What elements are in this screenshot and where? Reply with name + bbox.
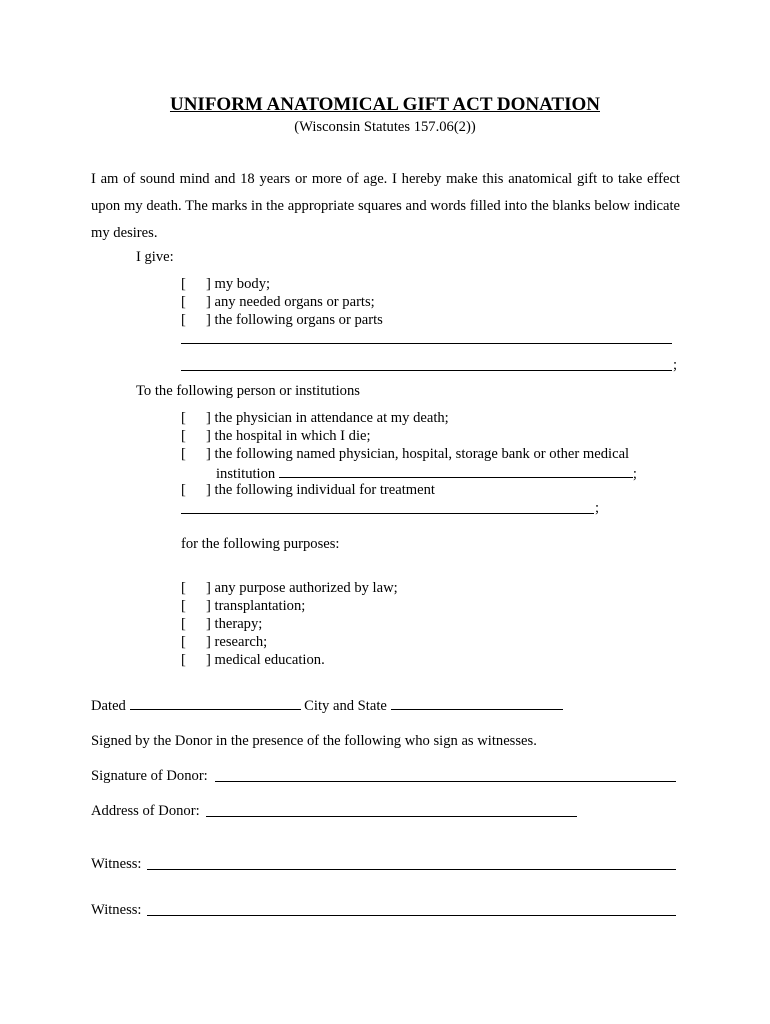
institution-line [216, 464, 637, 483]
intro-paragraph: I am of sound mind and 18 years or more of age. I hereby make this anatomical gift to take effect upon my death. The marks in the appropriate squares and words filled into the blanks below indicate my desires. [91, 171, 680, 241]
dated-label: Dated [91, 698, 126, 714]
witness-blank-1[interactable] [147, 869, 676, 870]
purposes-label: for the following purposes: [181, 536, 340, 552]
checkbox-bracket: [ [181, 580, 186, 596]
purpose-option-label: ] therapy; [206, 616, 263, 632]
recipient-option-physician[interactable] [181, 410, 449, 427]
checkbox-bracket: [ [181, 312, 186, 328]
witness-label: Witness: [91, 902, 142, 918]
semicolon: ; [673, 357, 678, 373]
gift-option-label: ] my body; [206, 276, 271, 292]
gift-option-label: ] any needed organs or parts; [206, 294, 375, 310]
purpose-option-education[interactable] [181, 652, 325, 669]
purpose-option-transplantation[interactable] [181, 598, 305, 615]
recipient-option-hospital[interactable] [181, 428, 371, 445]
witness-line-2 [91, 902, 142, 919]
purpose-option-therapy[interactable] [181, 616, 262, 633]
address-blank[interactable] [206, 816, 577, 817]
purpose-option-label: ] any purpose authorized by law; [206, 580, 398, 596]
purpose-option-label: ] transplantation; [206, 598, 306, 614]
recipient-option-label: ] the following individual for treatment [206, 482, 435, 498]
recipient-option-individual[interactable] [181, 482, 435, 499]
dated-line [91, 696, 563, 715]
city-state-label: City and State [304, 698, 387, 714]
gift-option-following[interactable] [181, 312, 383, 329]
address-label: Address of Donor: [91, 803, 200, 819]
date-blank[interactable] [130, 696, 301, 710]
document-subtitle: (Wisconsin Statutes 157.06(2)) [294, 119, 476, 135]
document-title: UNIFORM ANATOMICAL GIFT ACT DONATION [169, 94, 600, 115]
signature-label: Signature of Donor: [91, 768, 208, 784]
purpose-option-research[interactable] [181, 634, 267, 651]
recipient-option-label: ] the physician in attendance at my death; [206, 410, 449, 426]
checkbox-bracket: [ [181, 410, 186, 426]
checkbox-bracket: [ [181, 634, 186, 650]
give-label: I give: [136, 249, 174, 265]
organs-blank-line-1[interactable] [181, 343, 672, 344]
recipient-option-label: ] the hospital in which I die; [206, 428, 371, 444]
checkbox-bracket: [ [181, 294, 186, 310]
checkbox-bracket: [ [181, 616, 186, 632]
semicolon: ; [595, 500, 600, 516]
signature-blank[interactable] [215, 781, 676, 782]
witness-line-1 [91, 856, 142, 873]
checkbox-bracket: [ [181, 482, 186, 498]
witness-blank-2[interactable] [147, 915, 676, 916]
signature-line [91, 768, 208, 785]
signed-statement: Signed by the Donor in the presence of the following who sign as witnesses. [91, 733, 537, 749]
semicolon: ; [632, 466, 637, 482]
checkbox-bracket: [ [181, 446, 186, 462]
organs-blank-line-2[interactable] [181, 370, 672, 371]
gift-option-organs[interactable] [181, 294, 375, 311]
institution-label: institution [216, 466, 276, 482]
individual-blank-line[interactable] [181, 513, 594, 514]
recipient-label: To the following person or institutions [136, 383, 360, 399]
recipient-option-label: ] the following named physician, hospital, storage bank or other medical [206, 446, 630, 462]
checkbox-bracket: [ [181, 652, 186, 668]
checkbox-bracket: [ [181, 276, 186, 292]
witness-label: Witness: [91, 856, 142, 872]
address-line [91, 803, 200, 820]
purpose-option-label: ] medical education. [206, 652, 325, 668]
checkbox-bracket: [ [181, 598, 186, 614]
purpose-option-label: ] research; [206, 634, 268, 650]
city-state-blank[interactable] [391, 696, 563, 710]
checkbox-bracket: [ [181, 428, 186, 444]
purpose-option-law[interactable] [181, 580, 398, 597]
gift-option-label: ] the following organs or parts [206, 312, 383, 328]
gift-option-body[interactable] [181, 276, 270, 293]
institution-blank[interactable] [279, 464, 633, 478]
recipient-option-named[interactable] [181, 446, 629, 463]
